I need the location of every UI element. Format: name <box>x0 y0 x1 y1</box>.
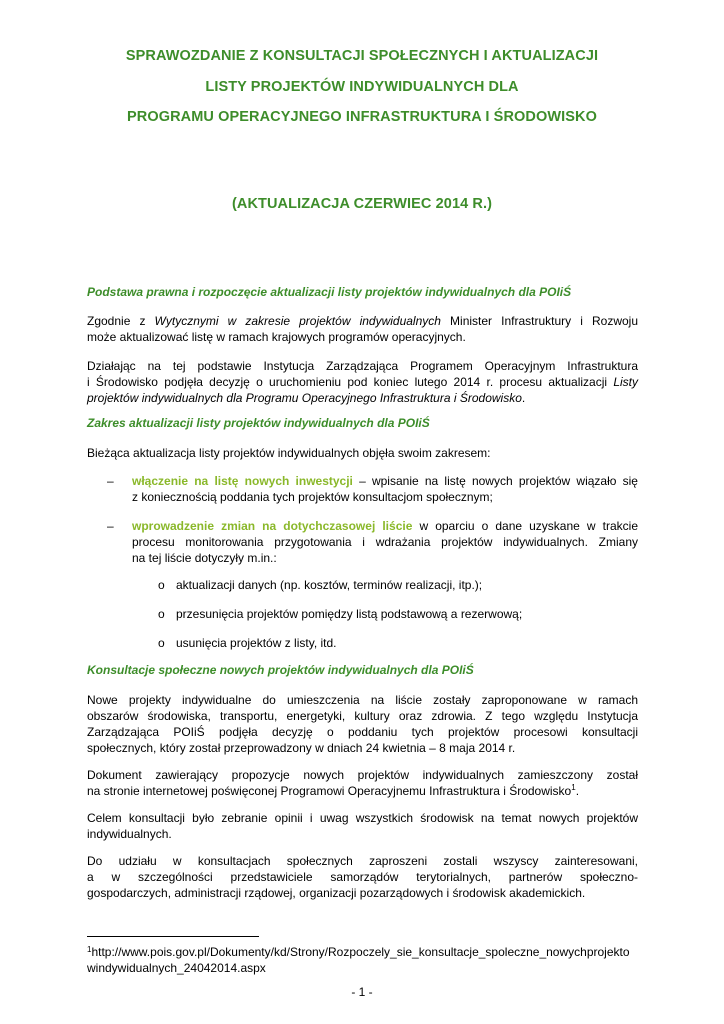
sub-list-text: aktualizacji danych (np. kosztów, terminów realizacji, itp.); <box>176 578 483 592</box>
highlight-text: włączenie na listę nowych inwestycji <box>132 474 353 488</box>
paragraph-line: może aktualizować listę w ramach krajowych programów operacyjnych. <box>87 330 466 344</box>
title-line-3: PROGRAMU OPERACYJNEGO INFRASTRUKTURA I ŚRODOWISKO <box>127 109 597 125</box>
paragraph-line: Zarządzająca POIiŚ podjęła decyzję o poddaniu tych projektów procesowi konsultacji <box>87 725 638 739</box>
footnote-reference[interactable]: 1 <box>571 783 576 792</box>
footnote-mark: 1 <box>87 945 92 954</box>
paragraph-line <box>87 783 638 799</box>
text-span: w oparciu o dane uzyskane w trakcie <box>412 519 638 533</box>
sub-list-text: usunięcia projektów z listy, itd. <box>176 636 337 650</box>
paragraph-line <box>132 518 638 534</box>
list-item-body <box>132 473 638 505</box>
paragraph-new-projects <box>87 692 638 756</box>
circle-bullet: o <box>158 607 165 621</box>
section-heading-legal-basis: Podstawa prawna i rozpoczęcie aktualizacji listy projektów indywidualnych dla POIiŚ <box>87 285 572 299</box>
section-heading-consultations: Konsultacje społeczne nowych projektów indywidualnych dla POIiŚ <box>87 663 474 677</box>
italic-title: Wytycznymi w zakresie projektów indywidualnych <box>154 314 441 328</box>
page-number: - 1 - <box>351 985 373 999</box>
text-span: i Środowisko podjęła decyzję o uruchomieniu pod koniec lutego 2014 r. procesu aktualizacji <box>87 375 614 389</box>
paragraph-line: a w szczególności przedstawiciele samorządów terytorialnych, partnerów społeczno- <box>87 870 638 884</box>
footnote-url-continued[interactable]: windywidualnych_24042014.aspx <box>87 961 266 975</box>
paragraph-line <box>132 473 638 489</box>
footnote-line <box>87 944 647 960</box>
list-item-new-investments <box>87 473 638 505</box>
text-span: . <box>575 784 580 798</box>
list-item-body <box>132 518 638 566</box>
section-heading-scope: Zakres aktualizacji listy projektów indywidualnych dla POIiŚ <box>87 416 430 430</box>
footnote-separator <box>87 936 259 937</box>
text-span: Zgodnie z <box>87 314 155 328</box>
paragraph-line: Nowe projekty indywidualne do umieszczenia na liście zostały zaproponowane w ramach <box>87 693 638 707</box>
circle-bullet: o <box>158 636 165 650</box>
paragraph-line <box>87 313 638 329</box>
paragraph-line: procesu monitorowania przygotowania i wdrażania projektów indywidualnych. Zmiany <box>132 535 638 549</box>
text-span: na stronie internetowej poświęconej Programowi Operacyjnemu Infrastruktura i Środowisko <box>87 784 572 798</box>
italic-title: projektów indywidualnych dla Programu Operacyjnego Infrastruktura i Środowisko <box>87 391 522 405</box>
paragraph-participants <box>87 853 638 901</box>
paragraph-line: Bieżąca aktualizacja listy projektów indywidualnych objęła swoim zakresem: <box>87 446 491 460</box>
paragraph-line: społecznych, który został przeprowadzony w dniach 24 kwietnia – 8 maja 2014 r. <box>87 741 516 755</box>
circle-bullet: o <box>158 578 165 592</box>
paragraph-line: z koniecznością poddania tych projektów konsultacjom społecznym; <box>132 490 493 504</box>
paragraph-line <box>87 374 638 390</box>
footnote <box>87 944 647 976</box>
paragraph-line <box>87 390 638 406</box>
paragraph-document-published <box>87 767 638 799</box>
italic-title: Listy <box>613 375 638 389</box>
text-span: Minister Infrastruktury i Rozwoju <box>440 314 638 328</box>
title-line-2: LISTY PROJEKTÓW INDYWIDUALNYCH DLA <box>205 79 519 95</box>
paragraph-line: obszarów środowiska, transportu, energetyki, kultury oraz zdrowia. Z tego względu Instytucja <box>87 709 638 723</box>
dash-marker: – <box>107 519 114 533</box>
paragraph-line: Celem konsultacji było zebranie opinii i uwag wszystkich środowisk na temat nowych projektów <box>87 811 638 825</box>
title-line-1: SPRAWOZDANIE Z KONSULTACJI SPOŁECZNYCH I AKTUALIZACJI <box>125 48 599 64</box>
title-subtitle: (AKTUALIZACJA CZERWIEC 2014 R.) <box>231 196 493 212</box>
paragraph-decision <box>87 358 638 406</box>
paragraph-line: gospodarczych, administracji rządowej, organizacji pozarządowych i środowisk akademickich. <box>87 886 586 900</box>
highlight-text: wprowadzenie zmian na dotychczasowej liście <box>132 519 413 533</box>
paragraph-line: indywidualnych. <box>87 827 172 841</box>
paragraph-line: Do udziału w konsultacjach społecznych zaproszeni zostali wszyscy zainteresowani, <box>87 854 638 868</box>
paragraph-line: Dokument zawierający propozycje nowych projektów indywidualnych zamieszczony został <box>87 768 638 782</box>
paragraph-line: Działając na tej podstawie Instytucja Zarządzająca Programem Operacyjnym Infrastruktura <box>87 359 638 373</box>
paragraph-guidelines <box>87 313 638 345</box>
text-span: . <box>521 391 526 405</box>
paragraph-purpose <box>87 810 638 842</box>
list-item-changes <box>87 518 638 566</box>
paragraph-line: na tej liście dotyczyły m.in.: <box>132 551 277 565</box>
paragraph-scope-intro <box>87 445 638 461</box>
text-span: – wpisanie na listę nowych projektów wiązało się <box>352 474 638 488</box>
sub-list-text: przesunięcia projektów pomiędzy listą podstawową a rezerwową; <box>176 607 523 621</box>
footnote-url[interactable]: http://www.pois.gov.pl/Dokumenty/kd/Strony/Rozpoczely_sie_konsultacje_spoleczne_nowychprojekto <box>91 945 630 959</box>
dash-marker: – <box>107 474 114 488</box>
